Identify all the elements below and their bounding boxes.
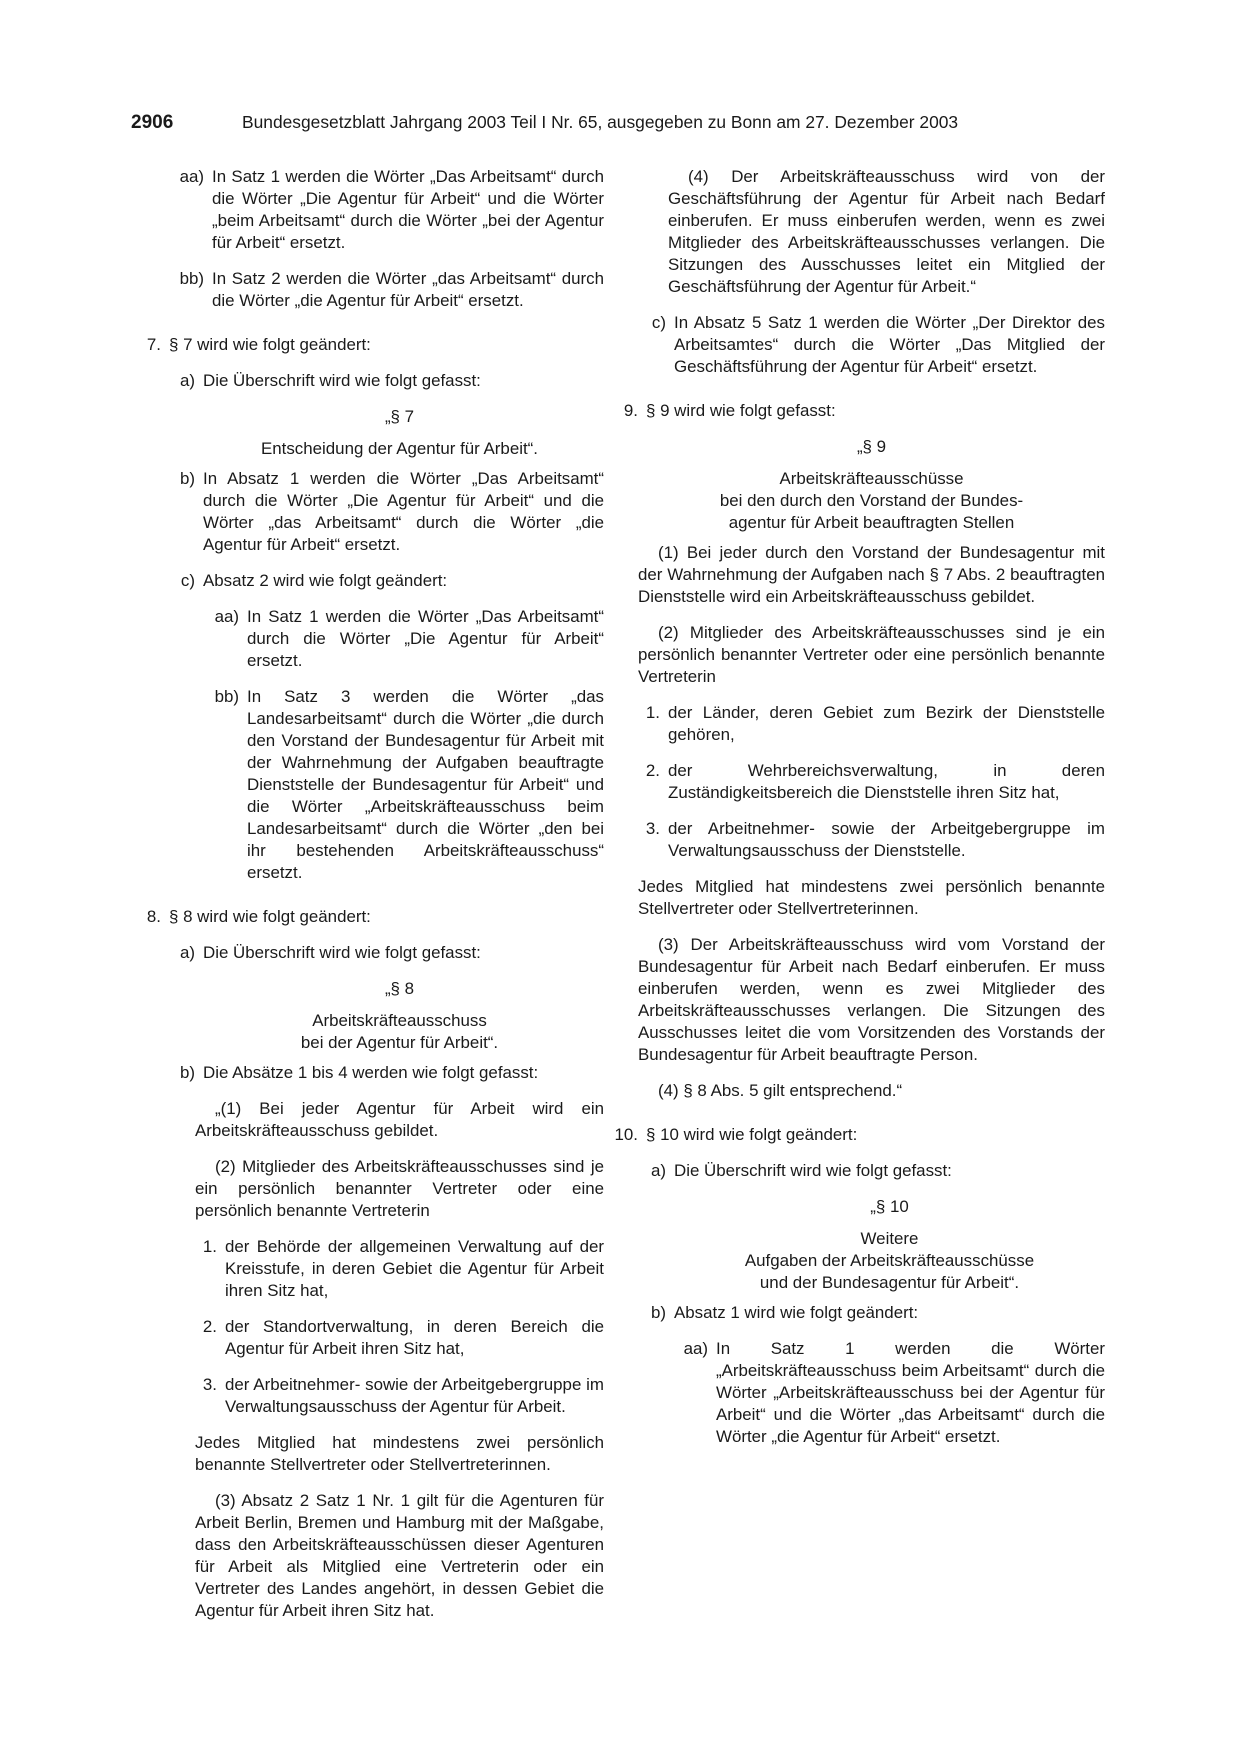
section-number: „§ 9 [856, 437, 887, 456]
item-text: Die Überschrift wird wie folgt gefasst: [203, 943, 481, 962]
section-title: Arbeitskräfteausschuss [312, 1011, 487, 1030]
section-title: Weitere [860, 1229, 919, 1248]
list-item [195, 1236, 604, 1302]
item-label: aa) [683, 1339, 708, 1358]
section-number: „§ 7 [384, 407, 415, 426]
list-item [161, 468, 604, 556]
item-text: In Satz 3 werden die Wörter „das Landesarbeitsamt“ durch die Wörter „die durch den Vorstand der Bundesagentur für Arbeit mit der Wahrnehmung der Aufgaben beauftragte Dienststelle der Bundesagentur für Arbeit“ und die Wörter „Arbeitskräfteausschuss beim Landesarbeitsamt“ durch die Wörter „den bei ihr bestehenden Arbeitskräfteausschuss“ ersetzt. [247, 687, 604, 882]
item-label: bb) [214, 687, 239, 706]
page-header [0, 112, 1244, 140]
section-title: bei den durch den Vorstand der Bundes- [719, 491, 1024, 510]
item-label: c) [180, 571, 195, 590]
list-item [195, 1374, 604, 1418]
item-label: aa) [214, 607, 239, 626]
section-heading [638, 436, 1105, 534]
list-item [638, 312, 1105, 378]
item-label: b) [650, 1303, 666, 1322]
section-heading [195, 978, 604, 1054]
paragraph: (4) Der Arbeitskräfteausschuss wird von der Geschäftsführung der Agentur für Arbeit nach Bedarf einberufen. Er muss einberufen werden, wenn es zwei Mitglieder des Arbeitskräfteausschusses verlangen. Die Sitzungen des Ausschusses leitet ein Mitglied der Geschäftsführung der Agentur für Arbeit.“ [668, 167, 1105, 296]
list-item [161, 570, 604, 592]
paragraph: (4) § 8 Abs. 5 gilt entsprechend.“ [658, 1081, 903, 1100]
item-text: der Arbeitnehmer- sowie der Arbeitgebergruppe im Verwaltungsausschuss der Agentur für Arbeit. [225, 1375, 604, 1416]
paragraph: Jedes Mitglied hat mindestens zwei persönlich benannte Stellvertreter oder Stellvertreterinnen. [195, 1433, 604, 1474]
item-label: c) [651, 313, 666, 332]
item-label: 7. [146, 335, 161, 354]
item-label: bb) [179, 269, 204, 288]
item-text: In Satz 1 werden die Wörter „Das Arbeitsamt“ durch die Wörter „Die Agentur für Arbeit“ ersetzt. [247, 607, 604, 670]
list-item [638, 818, 1105, 862]
section-title: Entscheidung der Agentur für Arbeit“. [261, 439, 538, 458]
item-text: Absatz 2 wird wie folgt geändert: [203, 571, 448, 590]
list-item [161, 268, 604, 312]
item-label: b) [179, 469, 195, 488]
section-title: bei der Agentur für Arbeit“. [300, 1033, 499, 1052]
paragraph: (2) Mitglieder des Arbeitskräfteausschusses sind je ein persönlich benannter Vertreter oder eine persönlich benannte Vertreterin [195, 1157, 604, 1220]
list-item [131, 906, 604, 928]
item-label: 1. [645, 703, 660, 722]
item-label: 9. [623, 401, 638, 420]
item-text: In Satz 1 werden die Wörter „Arbeitskräfteausschuss beim Arbeitsamt“ durch die Wörter „Arbeitskräfteausschuss bei der Agentur für Arbeit“ und die Wörter „das Arbeitsamt“ durch die Wörter „die Agentur für Arbeit“ ersetzt. [716, 1339, 1105, 1446]
paragraph: (3) Der Arbeitskräfteausschuss wird vom Vorstand der Bundesagentur für Arbeit nach Bedarf einberufen. Er muss einberufen werden, wenn es zwei Mitglieder des Arbeitskräfteausschusses verlangen. Die Sitzungen des Ausschusses leitet die vom Vorsitzenden des Vorstands der Bundesagentur für Arbeit beauftragte Person. [638, 935, 1105, 1064]
paragraph: Jedes Mitglied hat mindestens zwei persönlich benannte Stellvertreter oder Stellvertreterinnen. [638, 877, 1105, 918]
list-item [638, 702, 1105, 746]
item-text: In Satz 2 werden die Wörter „das Arbeitsamt“ durch die Wörter „die Agentur für Arbeit“ ersetzt. [212, 269, 604, 310]
item-label: 8. [146, 907, 161, 926]
item-text: Die Absätze 1 bis 4 werden wie folgt gefasst: [203, 1063, 539, 1082]
list-item [195, 686, 604, 884]
list-item [195, 606, 604, 672]
paragraph: (2) Mitglieder des Arbeitskräfteausschusses sind je ein persönlich benannter Vertreter oder eine persönlich benannte Vertreterin [638, 623, 1105, 686]
list-item [161, 942, 604, 964]
section-heading [674, 1196, 1105, 1294]
left-column [131, 166, 604, 1636]
section-number: „§ 8 [384, 979, 415, 998]
item-text: der Behörde der allgemeinen Verwaltung auf der Kreisstufe, in deren Gebiet die Agentur für Arbeit ihren Sitz hat, [225, 1237, 604, 1300]
item-text: der Länder, deren Gebiet zum Bezirk der Dienststelle gehören, [668, 703, 1105, 744]
right-column [614, 166, 1105, 1462]
section-number: „§ 10 [870, 1197, 909, 1216]
section-title: Aufgaben der Arbeitskräfteausschüsse [744, 1251, 1035, 1270]
section-title: und der Bundesagentur für Arbeit“. [759, 1273, 1020, 1292]
item-text: § 9 wird wie folgt gefasst: [646, 401, 836, 420]
list-item [195, 1316, 604, 1360]
item-label: 2. [202, 1317, 217, 1336]
running-head: Bundesgesetzblatt Jahrgang 2003 Teil I Nr. 65, ausgegeben zu Bonn am 27. Dezember 2003 [242, 112, 959, 132]
list-item [161, 1062, 604, 1084]
paragraph: „(1) Bei jeder Agentur für Arbeit wird ein Arbeitskräfteausschuss gebildet. [195, 1099, 604, 1140]
item-label: 2. [645, 761, 660, 780]
item-text: In Absatz 1 werden die Wörter „Das Arbeitsamt“ durch die Wörter „Die Agentur für Arbeit“ und die Wörter „das Arbeitsamt“ durch die Wörter „die Agentur für Arbeit“ ersetzt. [203, 469, 604, 554]
item-label: 3. [202, 1375, 217, 1394]
item-label: aa) [179, 167, 204, 186]
list-item [674, 1338, 1105, 1448]
item-text: Die Überschrift wird wie folgt gefasst: [203, 371, 481, 390]
item-text: In Satz 1 werden die Wörter „Das Arbeitsamt“ durch die Wörter „Die Agentur für Arbeit“ und die Wörter „beim Arbeitsamt“ durch die Wörter „bei der Agentur für Arbeit“ ersetzt. [212, 167, 604, 252]
section-heading [195, 406, 604, 460]
item-label: 1. [202, 1237, 217, 1256]
item-label: b) [179, 1063, 195, 1082]
list-item [638, 1302, 1105, 1324]
item-text: der Standortverwaltung, in deren Bereich die Agentur für Arbeit ihren Sitz hat, [225, 1317, 604, 1358]
section-title: Arbeitskräfteausschüsse [779, 469, 964, 488]
item-label: a) [179, 943, 195, 962]
list-item [638, 1160, 1105, 1182]
item-text: Absatz 1 wird wie folgt geändert: [674, 1303, 919, 1322]
item-label: 10. [614, 1125, 638, 1144]
item-text: § 8 wird wie folgt geändert: [169, 907, 371, 926]
list-item [594, 1124, 1105, 1146]
item-label: 3. [645, 819, 660, 838]
page-number: 2906 [131, 112, 174, 133]
item-label: a) [179, 371, 195, 390]
item-label: a) [650, 1161, 666, 1180]
paragraph: (1) Bei jeder durch den Vorstand der Bundesagentur mit der Wahrnehmung der Aufgaben nach § 7 Abs. 2 beauftragten Dienststelle wird ein Arbeitskräfteausschuss gebildet. [638, 543, 1105, 606]
list-item [131, 334, 604, 356]
item-text: der Arbeitnehmer- sowie der Arbeitgebergruppe im Verwaltungsausschuss der Dienststelle. [668, 819, 1105, 860]
item-text: der Wehrbereichsverwaltung, in deren Zuständigkeitsbereich die Dienststelle ihren Sitz hat, [668, 761, 1105, 802]
item-text: Die Überschrift wird wie folgt gefasst: [674, 1161, 952, 1180]
list-item [638, 760, 1105, 804]
item-text: § 7 wird wie folgt geändert: [169, 335, 371, 354]
item-text: In Absatz 5 Satz 1 werden die Wörter „Der Direktor des Arbeitsamtes“ durch die Wörter „Das Mitglied der Geschäftsführung der Agentur für Arbeit“ ersetzt. [674, 313, 1105, 376]
item-text: § 10 wird wie folgt geändert: [646, 1125, 858, 1144]
section-title: agentur für Arbeit beauftragten Stellen [728, 513, 1015, 532]
list-item [161, 166, 604, 254]
list-item [161, 370, 604, 392]
paragraph: (3) Absatz 2 Satz 1 Nr. 1 gilt für die Agenturen für Arbeit Berlin, Bremen und Hamburg mit der Maßgabe, dass den Arbeitskräfteausschüssen dieser Agenturen für Arbeit als Mitglied eine Vertreterin oder ein Vertreter des Landes angehört, in dessen Gebiet die Agentur für Arbeit ihren Sitz hat. [195, 1491, 604, 1620]
list-item [594, 400, 1105, 422]
